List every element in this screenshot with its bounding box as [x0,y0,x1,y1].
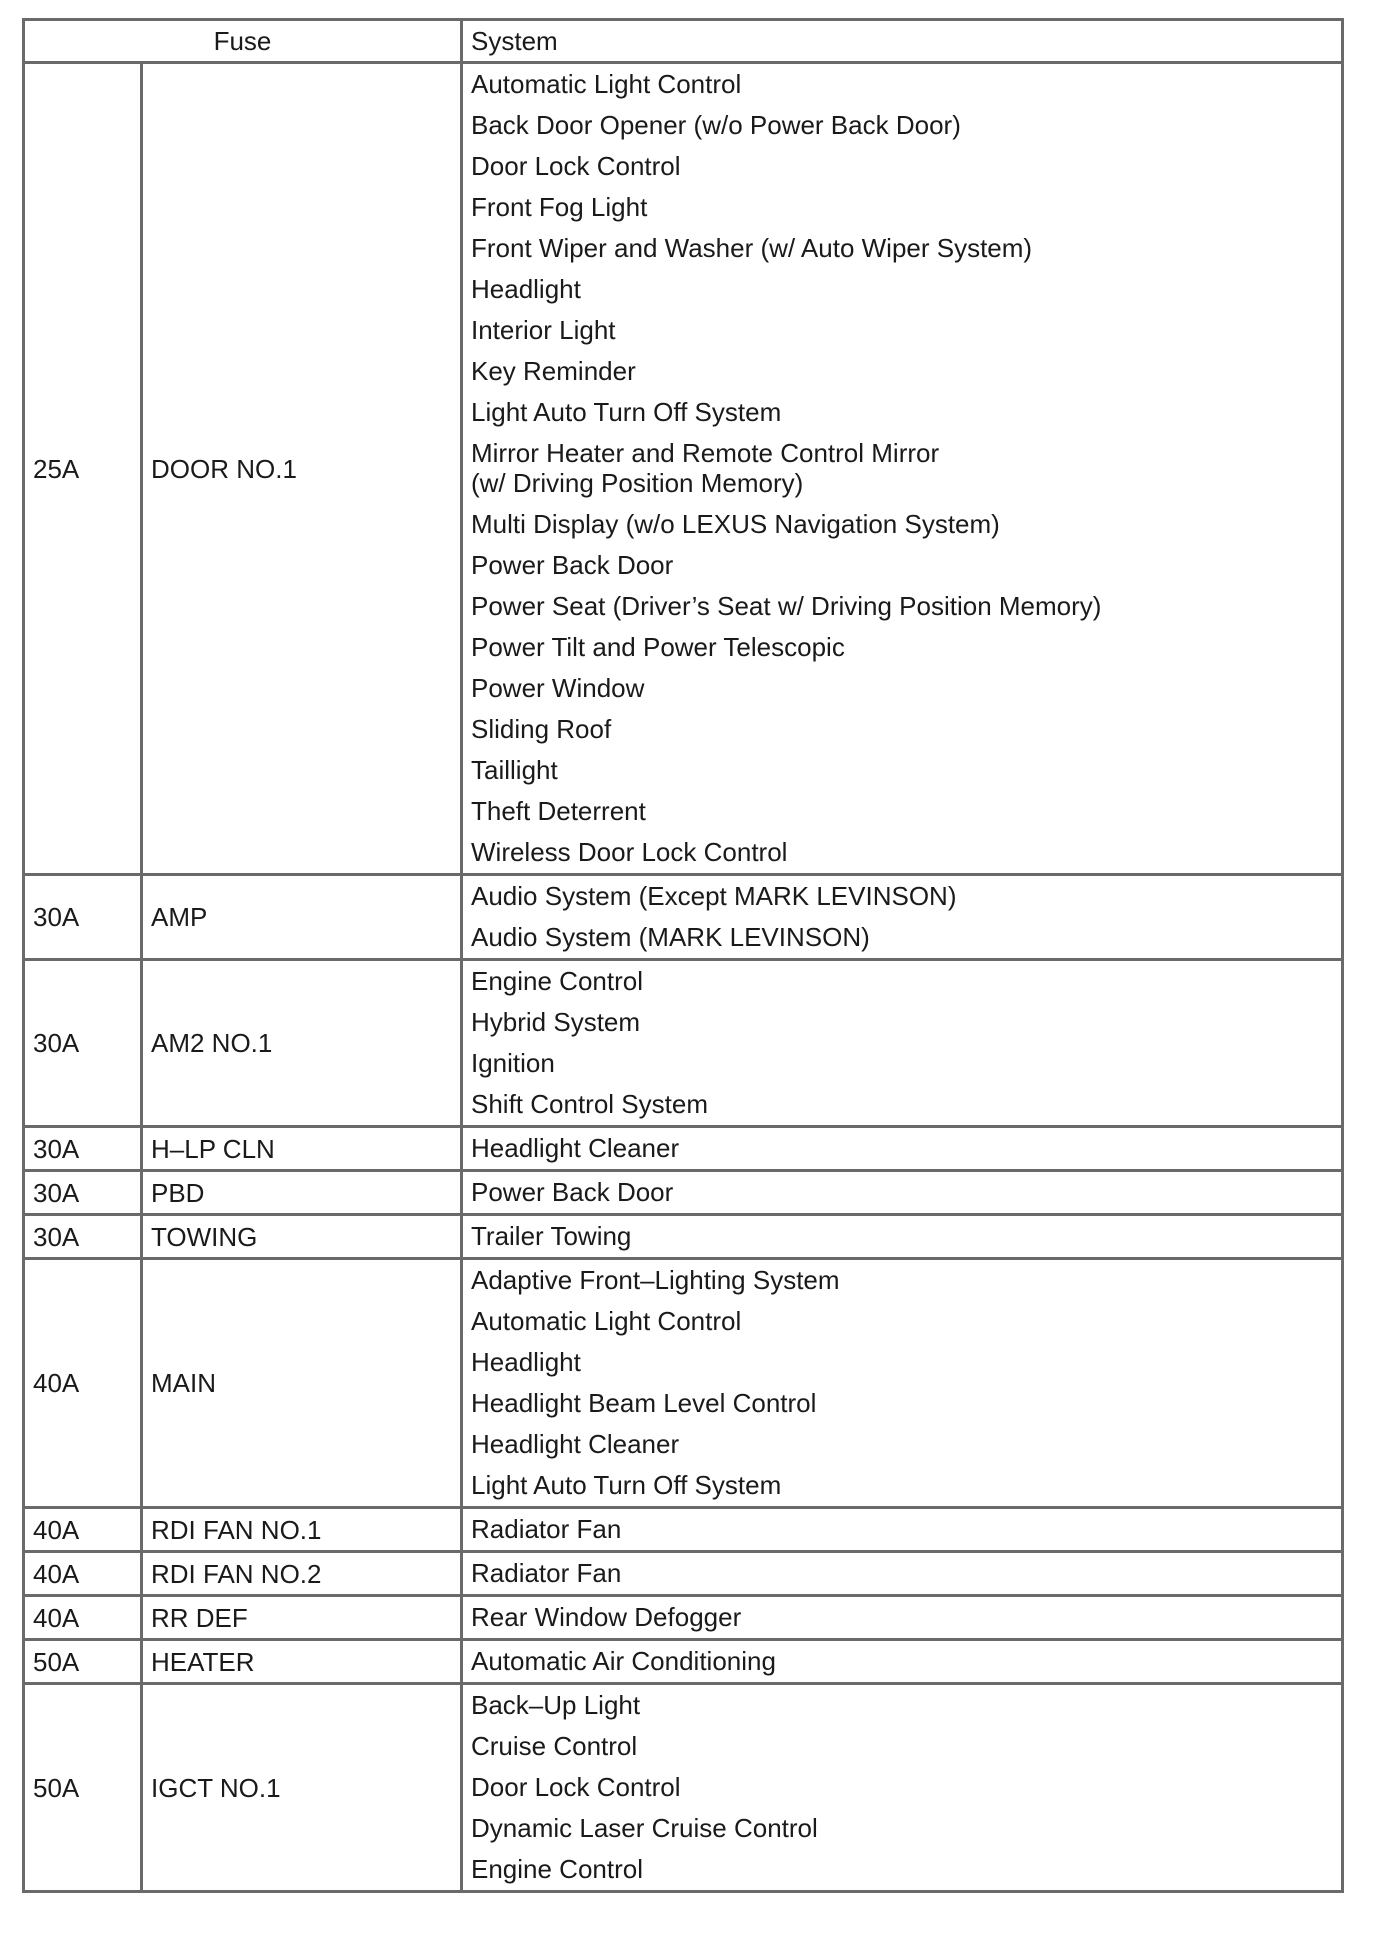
fuse-name: PBD [142,1171,462,1215]
system-item: Power Seat (Driver’s Seat w/ Driving Position Memory) [471,591,1102,621]
system-item: Shift Control System [471,1089,708,1119]
system-item: Radiator Fan [471,1514,622,1544]
fuse-row [24,63,1343,875]
fuse-systems [462,1171,1343,1215]
fuse-name: AM2 NO.1 [142,960,462,1127]
system-item: Headlight [471,274,581,304]
system-item: Back Door Opener (w/o Power Back Door) [471,110,961,140]
system-item: Adaptive Front–Lighting System [471,1265,840,1295]
fuse-name: MAIN [142,1259,462,1508]
fuse-amperage: 30A [24,960,142,1127]
system-item: Hybrid System [471,1007,641,1037]
system-item: Headlight [471,1347,581,1377]
fuse-amperage: 50A [24,1640,142,1684]
system-item: Sliding Roof [471,714,612,744]
system-item: Power Back Door [471,1177,674,1207]
system-item: Headlight Cleaner [471,1133,680,1163]
fuse-row [24,1684,1343,1892]
system-item: Key Reminder [471,356,636,386]
system-column-header: System [462,20,1343,63]
fuse-name: IGCT NO.1 [142,1684,462,1892]
fuse-amperage: 30A [24,1215,142,1259]
fuse-systems [462,1552,1343,1596]
system-item: Interior Light [471,315,616,345]
system-item: Automatic Light Control [471,69,742,99]
system-item: Front Wiper and Washer (w/ Auto Wiper System) [471,233,1033,263]
fuse-systems [462,1508,1343,1552]
fuse-systems [462,1259,1343,1508]
fuse-name: RR DEF [142,1596,462,1640]
system-item: Headlight Beam Level Control [471,1388,817,1418]
table-header [24,20,1343,63]
system-item: Trailer Towing [471,1221,632,1251]
fuse-systems [462,875,1343,960]
fuse-amperage: 40A [24,1552,142,1596]
system-item: Front Fog Light [471,192,648,222]
fuse-systems [462,960,1343,1127]
fuse-row [24,1552,1343,1596]
system-item: Engine Control [471,1854,643,1884]
fuse-systems [462,1215,1343,1259]
system-item: Wireless Door Lock Control [471,837,788,867]
fuse-systems [462,1127,1343,1171]
fuse-amperage: 30A [24,1171,142,1215]
fuse-amperage: 25A [24,63,142,875]
system-item: Power Back Door [471,550,674,580]
system-item: Headlight Cleaner [471,1429,680,1459]
fuse-systems [462,1596,1343,1640]
fuse-amperage: 50A [24,1684,142,1892]
fuse-row [24,875,1343,960]
system-item: Radiator Fan [471,1558,622,1588]
fuse-amperage: 40A [24,1596,142,1640]
fuse-amperage: 30A [24,1127,142,1171]
system-item: Cruise Control [471,1731,638,1761]
fuse-systems [462,1640,1343,1684]
system-item: Back–Up Light [471,1690,641,1720]
system-item: Taillight [471,755,558,785]
fuse-name: HEATER [142,1640,462,1684]
fuse-name: DOOR NO.1 [142,63,462,875]
system-item: Light Auto Turn Off System [471,1470,782,1500]
system-item: Light Auto Turn Off System [471,397,782,427]
system-item: Audio System (Except MARK LEVINSON) [471,881,957,911]
system-item: Door Lock Control [471,1772,681,1802]
fuse-name: H–LP CLN [142,1127,462,1171]
fuse-row [24,960,1343,1127]
system-item: Automatic Air Conditioning [471,1646,776,1676]
system-item: Theft Deterrent [471,796,646,826]
fuse-systems [462,1684,1343,1892]
fuse-name: RDI FAN NO.2 [142,1552,462,1596]
fuse-name: RDI FAN NO.1 [142,1508,462,1552]
fuse-column-header: Fuse [24,20,462,63]
fuse-row [24,1508,1343,1552]
fuse-name: TOWING [142,1215,462,1259]
fuse-amperage: 40A [24,1259,142,1508]
fuse-row [24,1215,1343,1259]
system-item: Dynamic Laser Cruise Control [471,1813,818,1843]
system-item: Rear Window Defogger [471,1602,742,1632]
table-body [24,63,1343,1892]
fuse-row [24,1259,1343,1508]
system-item: Door Lock Control [471,151,681,181]
system-item: Power Window [471,673,645,703]
system-item: Engine Control [471,966,643,996]
system-item: Mirror Heater and Remote Control Mirror (w/ Driving Position Memory) [471,438,940,498]
fuse-row [24,1127,1343,1171]
system-item: Multi Display (w/o LEXUS Navigation System) [471,509,1000,539]
fuse-table [22,18,1344,1893]
fuse-row [24,1596,1343,1640]
fuse-amperage: 30A [24,875,142,960]
system-item: Power Tilt and Power Telescopic [471,632,845,662]
system-item: Audio System (MARK LEVINSON) [471,922,870,952]
fuse-row [24,1640,1343,1684]
fuse-systems [462,63,1343,875]
system-item: Automatic Light Control [471,1306,742,1336]
system-item: Ignition [471,1048,555,1078]
header-row [24,20,1343,63]
fuse-row [24,1171,1343,1215]
fuse-amperage: 40A [24,1508,142,1552]
fuse-name: AMP [142,875,462,960]
